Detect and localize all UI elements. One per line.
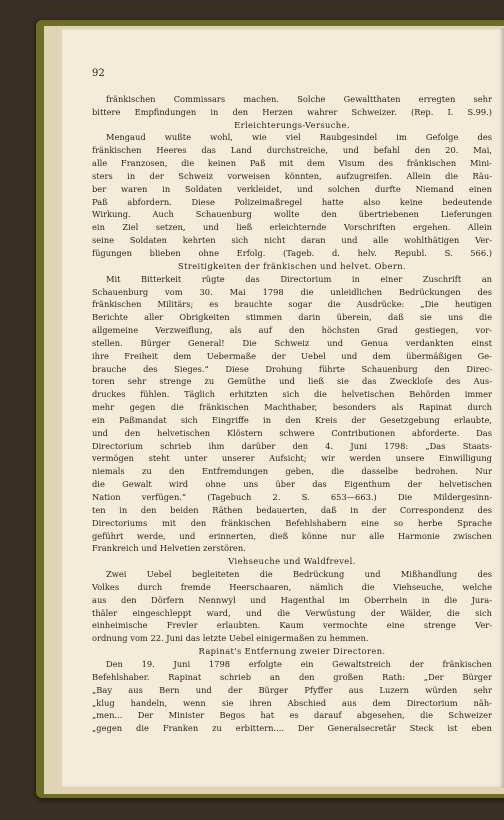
text-line: Zwei Uebel begleiteten die Bedrückung und Mißhandlung des xyxy=(106,569,492,580)
text-line: ein Paßmandat sich Eingriffe in den Kreis der Gesetzgebung erlaubte, xyxy=(92,414,492,425)
text-line: niemals zu den Entfremdungen geben, die dasselbe bedrohen. Nur xyxy=(92,466,492,477)
text-line: druckes fühlen. Täglich erhitzten sich die helvetischen Behörden immer xyxy=(92,389,492,400)
text-line: einheimische Frevler erlaubten. Kaum vermochte eine strenge Ver- xyxy=(92,620,492,631)
text-line: ihre Freiheit dem Uebermaße der Uebel und dem übermäßigen Ge- xyxy=(92,350,492,361)
text-line: geführt werde, und erinnerten, dieß könne nur alle Harmonie zwischen xyxy=(92,530,492,541)
text-line: bittere Empfindungen in den Herzen wahrer Schweizer. (Rep. I. S.99.) xyxy=(92,106,492,117)
text-line: Volkes durch fremde Heerschaaren, nämlich die Viehseuche, welche xyxy=(92,581,492,592)
spacer xyxy=(92,85,492,93)
page-number: 92 xyxy=(92,68,105,79)
text-line: „Bay aus Bern und der Bürger Pfyffer aus Luzern würden sehr xyxy=(92,684,492,695)
text-line: Frankreich und Helvetien zerstören. xyxy=(92,543,246,554)
text-line: ein Ziel setzen, und ließ erleichternde Vorschriften ergehen. Allein xyxy=(92,222,492,233)
page-text xyxy=(92,72,492,735)
text-line: und den helvetischen Klöstern schwere Contributionen abforderte. Das xyxy=(92,427,492,438)
text-line: thäler eingeschleppt ward, und die Verwüstung der Wälder, die sich xyxy=(92,607,492,618)
text-line: die Gewalt wird ohne uns über das Eigenthum der helvetischen xyxy=(92,479,492,490)
text-line: „men... Der Minister Begos hat es darauf abgesehen, die Schweizer xyxy=(92,710,492,721)
text-line: allgemeine Verzweiflung, als auf den höchsten Grad gestiegen, vor- xyxy=(92,325,492,336)
text-line: seine Soldaten kehrten sich nicht daran und alle wohlthätigen Ver- xyxy=(92,235,492,246)
text-line: sters in der Schweiz vorweisen könnten, aufzugreifen. Allein die Räu- xyxy=(92,170,492,181)
section-heading: Viehseuche und Waldfrevel. xyxy=(228,556,356,567)
text-line: Directoriums mit den fränkischen Befehlshabern eine so herbe Sprache xyxy=(92,517,492,528)
text-line: fügungen blieben ohne Erfolg. (Tageb. d. helv. Republ. S. 566.) xyxy=(92,247,492,258)
section-heading: Streitigkeiten der fränkischen und helvet. Obern. xyxy=(178,260,406,271)
text-line: aus den Dörfern Nennwyl und Hagenthal im Oberrhein in die Jura- xyxy=(92,594,492,605)
text-line: fränkischen Heeres das Land durchstreiche, und befahl den 20. Mai, xyxy=(92,145,492,156)
text-line: Paß abfordern. Diese Polizeimaßregel hatte also keine bedeutende xyxy=(92,196,492,207)
text-line: fränkischen Militärs; es brauchte sogar die Ausdrücke: „Die heutigen xyxy=(92,299,492,310)
text-line: Mengaud wußte wohl, wie viel Raubgesindel im Gefolge des xyxy=(106,132,492,143)
text-line: Mit Bitterkeit rügte das Directorium in einer Zuschrift an xyxy=(106,273,492,284)
text-line: vermögen steht unter unserer Aufsicht; wir werden unsere Einwilligung xyxy=(92,453,492,464)
section-heading: Erleichterungs-Versuche. xyxy=(234,119,350,130)
text-line: Berichte aller Obrigkeiten stimmen darin überein, daß sie uns die xyxy=(92,312,492,323)
text-line: Nation verfügen.“ (Tagebuch 2. S. 653—663.) Die Mildergesinn- xyxy=(92,492,492,502)
text-line: mehr gegen die fränkischen Machthaber, besonders als Rapinat durch xyxy=(92,402,492,413)
book-page xyxy=(62,28,504,788)
text-line: ber waren in Soldaten verkleidet, und solchen durfte Niemand einen xyxy=(92,183,492,194)
text-line: „klug handeln, wenn sie ihren Abschied aus dem Directorium näh- xyxy=(92,697,492,708)
text-line: toren sehr strenge zu Gemüthe und ließ sie das Zweckloſe des Aus- xyxy=(92,376,492,387)
page-number-spacer xyxy=(92,72,492,85)
text-line: alle Franzosen, die keinen Paß mit dem Visum des fränkischen Mini- xyxy=(92,158,492,169)
text-line: brauche des Sieges.“ Diese Drohung führte Schauenburg den Direc- xyxy=(92,363,492,374)
text-line: ten in den beiden Räthen bedauerten, daß in der Correspondenz des xyxy=(92,504,492,515)
section-heading: Rapinat's Entfernung zweier Directoren. xyxy=(198,646,386,657)
text-line: fränkischen Commissars machen. Solche Gewaltthaten erregten sehr xyxy=(106,93,492,104)
text-line: „gegen die Franken zu erbittern.... Der Generalsecretär Steck ist eben xyxy=(92,723,492,734)
text-line: Schauenburg vom 30. Mai 1798 die unleidlichen Bedrückungen des xyxy=(92,286,492,297)
text-line: Directorium schrieb ihm darüber den 4. Juni 1798: „Das Staats- xyxy=(92,440,492,451)
text-line: Den 19. Juni 1798 erfolgte ein Gewaltstreich der fränkischen xyxy=(106,658,492,669)
text-line: Befehlshaber. Rapinat schrieb an den großen Rath: „Der Bürger xyxy=(92,671,492,682)
text-line: ordnung vom 22. Juni das letzte Uebel einigermaßen zu hemmen. xyxy=(92,633,369,644)
text-line: stellen. Bürger General! Die Schweiz und Genua verdankten einst xyxy=(92,337,492,348)
text-line: Wirkung. Auch Schauenburg wollte den übertriebenen Lieferungen xyxy=(92,209,492,220)
